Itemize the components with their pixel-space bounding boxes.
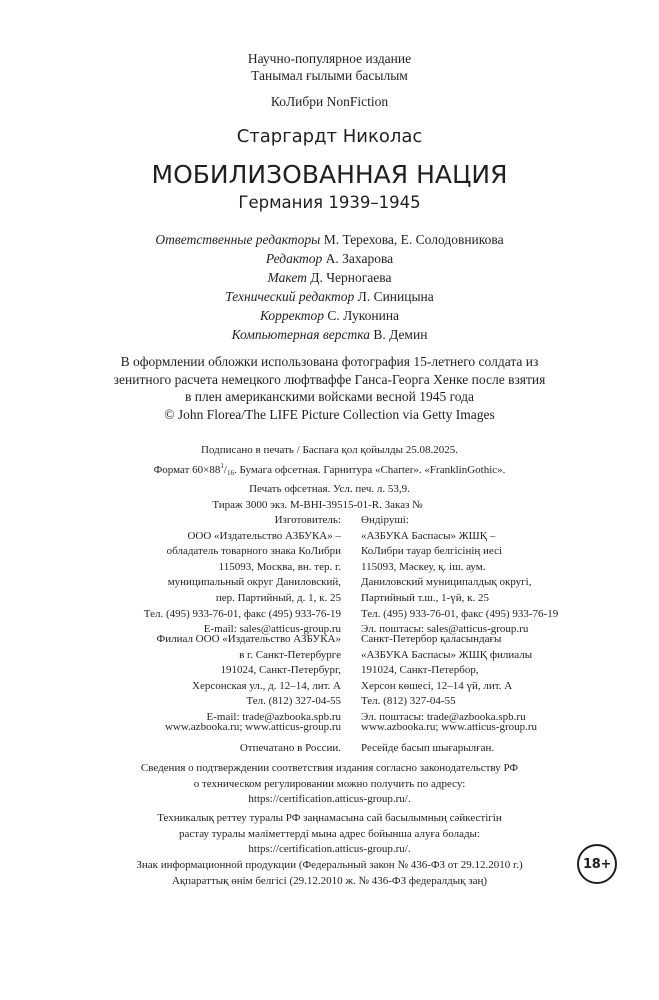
branch-kz: Санкт-Петербор қаласындағы «АЗБУКА Баспасы» ЖШҚ филиалы 191024, Санкт-Петербор, Херсон көшесі, 12–14 үй, лит. А Тел. (812) 327-04-55 Эл. поштасы: trade@azbooka.spb.ru: [361, 633, 533, 723]
website-kz: www.azbooka.ru; www.atticus-group.ru: [361, 721, 538, 733]
print-info: [0, 442, 659, 513]
editor-line: Корректор С. Луконина: [259, 308, 400, 324]
header: [0, 50, 659, 110]
book-subtitle: Германия 1939–1945: [238, 193, 421, 212]
printed-in: [0, 741, 659, 761]
editor-line: Технический редактор Л. Синицына: [225, 289, 434, 305]
certification-ru: Сведения о подтверждении соответствия издания согласно законодательству РФ о техническом регулировании можно получить по адресу: https://certification.atticus-group.ru/.: [140, 762, 519, 805]
cover-note-line: В оформлении обложки использована фотография 15-летнего солдата из: [120, 354, 539, 369]
cover-note: [0, 353, 659, 423]
book-title: МОБИЛИЗОВАННАЯ НАЦИЯ: [151, 160, 508, 189]
branch-ru: Филиал ООО «Издательство АЗБУКА» в г. Санкт-Петербурге 191024, Санкт-Петербург, Херсонская ул., д. 12–14, лит. А Тел. (812) 327-04-55 E-mail: trade@azbooka.spb.ru: [156, 633, 341, 723]
info-sign: Знак информационной продукции (Федеральный закон № 436-ФЗ от 29.12.2010 г.) Ақпараттық өнім белгісі (29.12.2010 ж. № 436-ФЗ федералдық заң): [136, 859, 523, 887]
website-ru: www.azbooka.ru; www.atticus-group.ru: [164, 721, 341, 733]
branch: [0, 632, 659, 732]
editors-block: [0, 230, 659, 345]
manufacturer: [0, 513, 659, 643]
author: Старгардт Николас: [236, 126, 423, 147]
copyright-line: © John Florea/The LIFE Picture Collection via Getty Images: [164, 406, 495, 422]
cover-note-line: в плен американскими войсками весной 1945 года: [184, 389, 475, 404]
printed-kz: Ресейде басып шығарылған.: [361, 742, 495, 754]
editor-line: Ответственные редакторы М. Терехова, Е. Солодовникова: [155, 232, 504, 247]
manufacturer-ru: Изготовитель: ООО «Издательство АЗБУКА» – обладатель товарного знака КоЛибри 115093, Москва, вн. тер. г. муниципальный округ Даниловский, пер. Партийный, д. 1, к. 25 Тел. (495) 933-76-01, факс (495) 933-76-19 E-mail: sales@atticus-group.ru: [143, 514, 341, 636]
run-line: Тираж 3000 экз. M-BHI-39515-01-R. Заказ №: [212, 499, 423, 511]
printed-ru: Отпечатано в России.: [239, 742, 341, 754]
editor-line: Редактор А. Захарова: [265, 251, 394, 267]
genre-ru: Научно-популярное издание: [247, 51, 412, 66]
certification-kz: Техникалық реттеу туралы РФ заңнамасына сай басылымның сәйкестігін растау туралы мәліметтерді мына адрес бойынша алуға болады: https://certification.atticus-group.ru/.: [157, 812, 502, 855]
editor-line: Компьютерная верстка В. Демин: [231, 327, 428, 343]
format-line: Формат $60\times 88^1/_{16}$. Бумага офсетная. Гарнитура «Charter». «FranklinGothic».: [153, 462, 506, 477]
cover-note-line: зенитного расчета немецкого люфтваффе Ганса-Георга Хенке после взятия: [113, 371, 546, 387]
signed-line: Подписано в печать / Баспаға қол қойылды 25.08.2025.: [200, 444, 458, 456]
print-line: Печать офсетная. Усл. печ. л. 53,9.: [249, 483, 410, 495]
series-name: КоЛибри NonFiction: [270, 94, 389, 109]
genre-kz: Танымал ғылыми басылым: [251, 68, 408, 83]
manufacturer-kz: Өндіруші: «АЗБУКА Баспасы» ЖШҚ – КоЛибри тауар белгісінің иесі 115093, Мәскеу, қ. іш. аум. Даниловский муниципалдық округі, Партийный т.ш., 1-үй, к. 25 Тел. (495) 933-76-01, факс (495) 933-76-19 Эл. поштасы: sales@atticus-group.ru: [361, 514, 559, 636]
websites: [0, 720, 659, 740]
age-rating-badge: 18+: [577, 844, 617, 884]
editor-line: Макет Д. Черногаева: [267, 270, 392, 286]
